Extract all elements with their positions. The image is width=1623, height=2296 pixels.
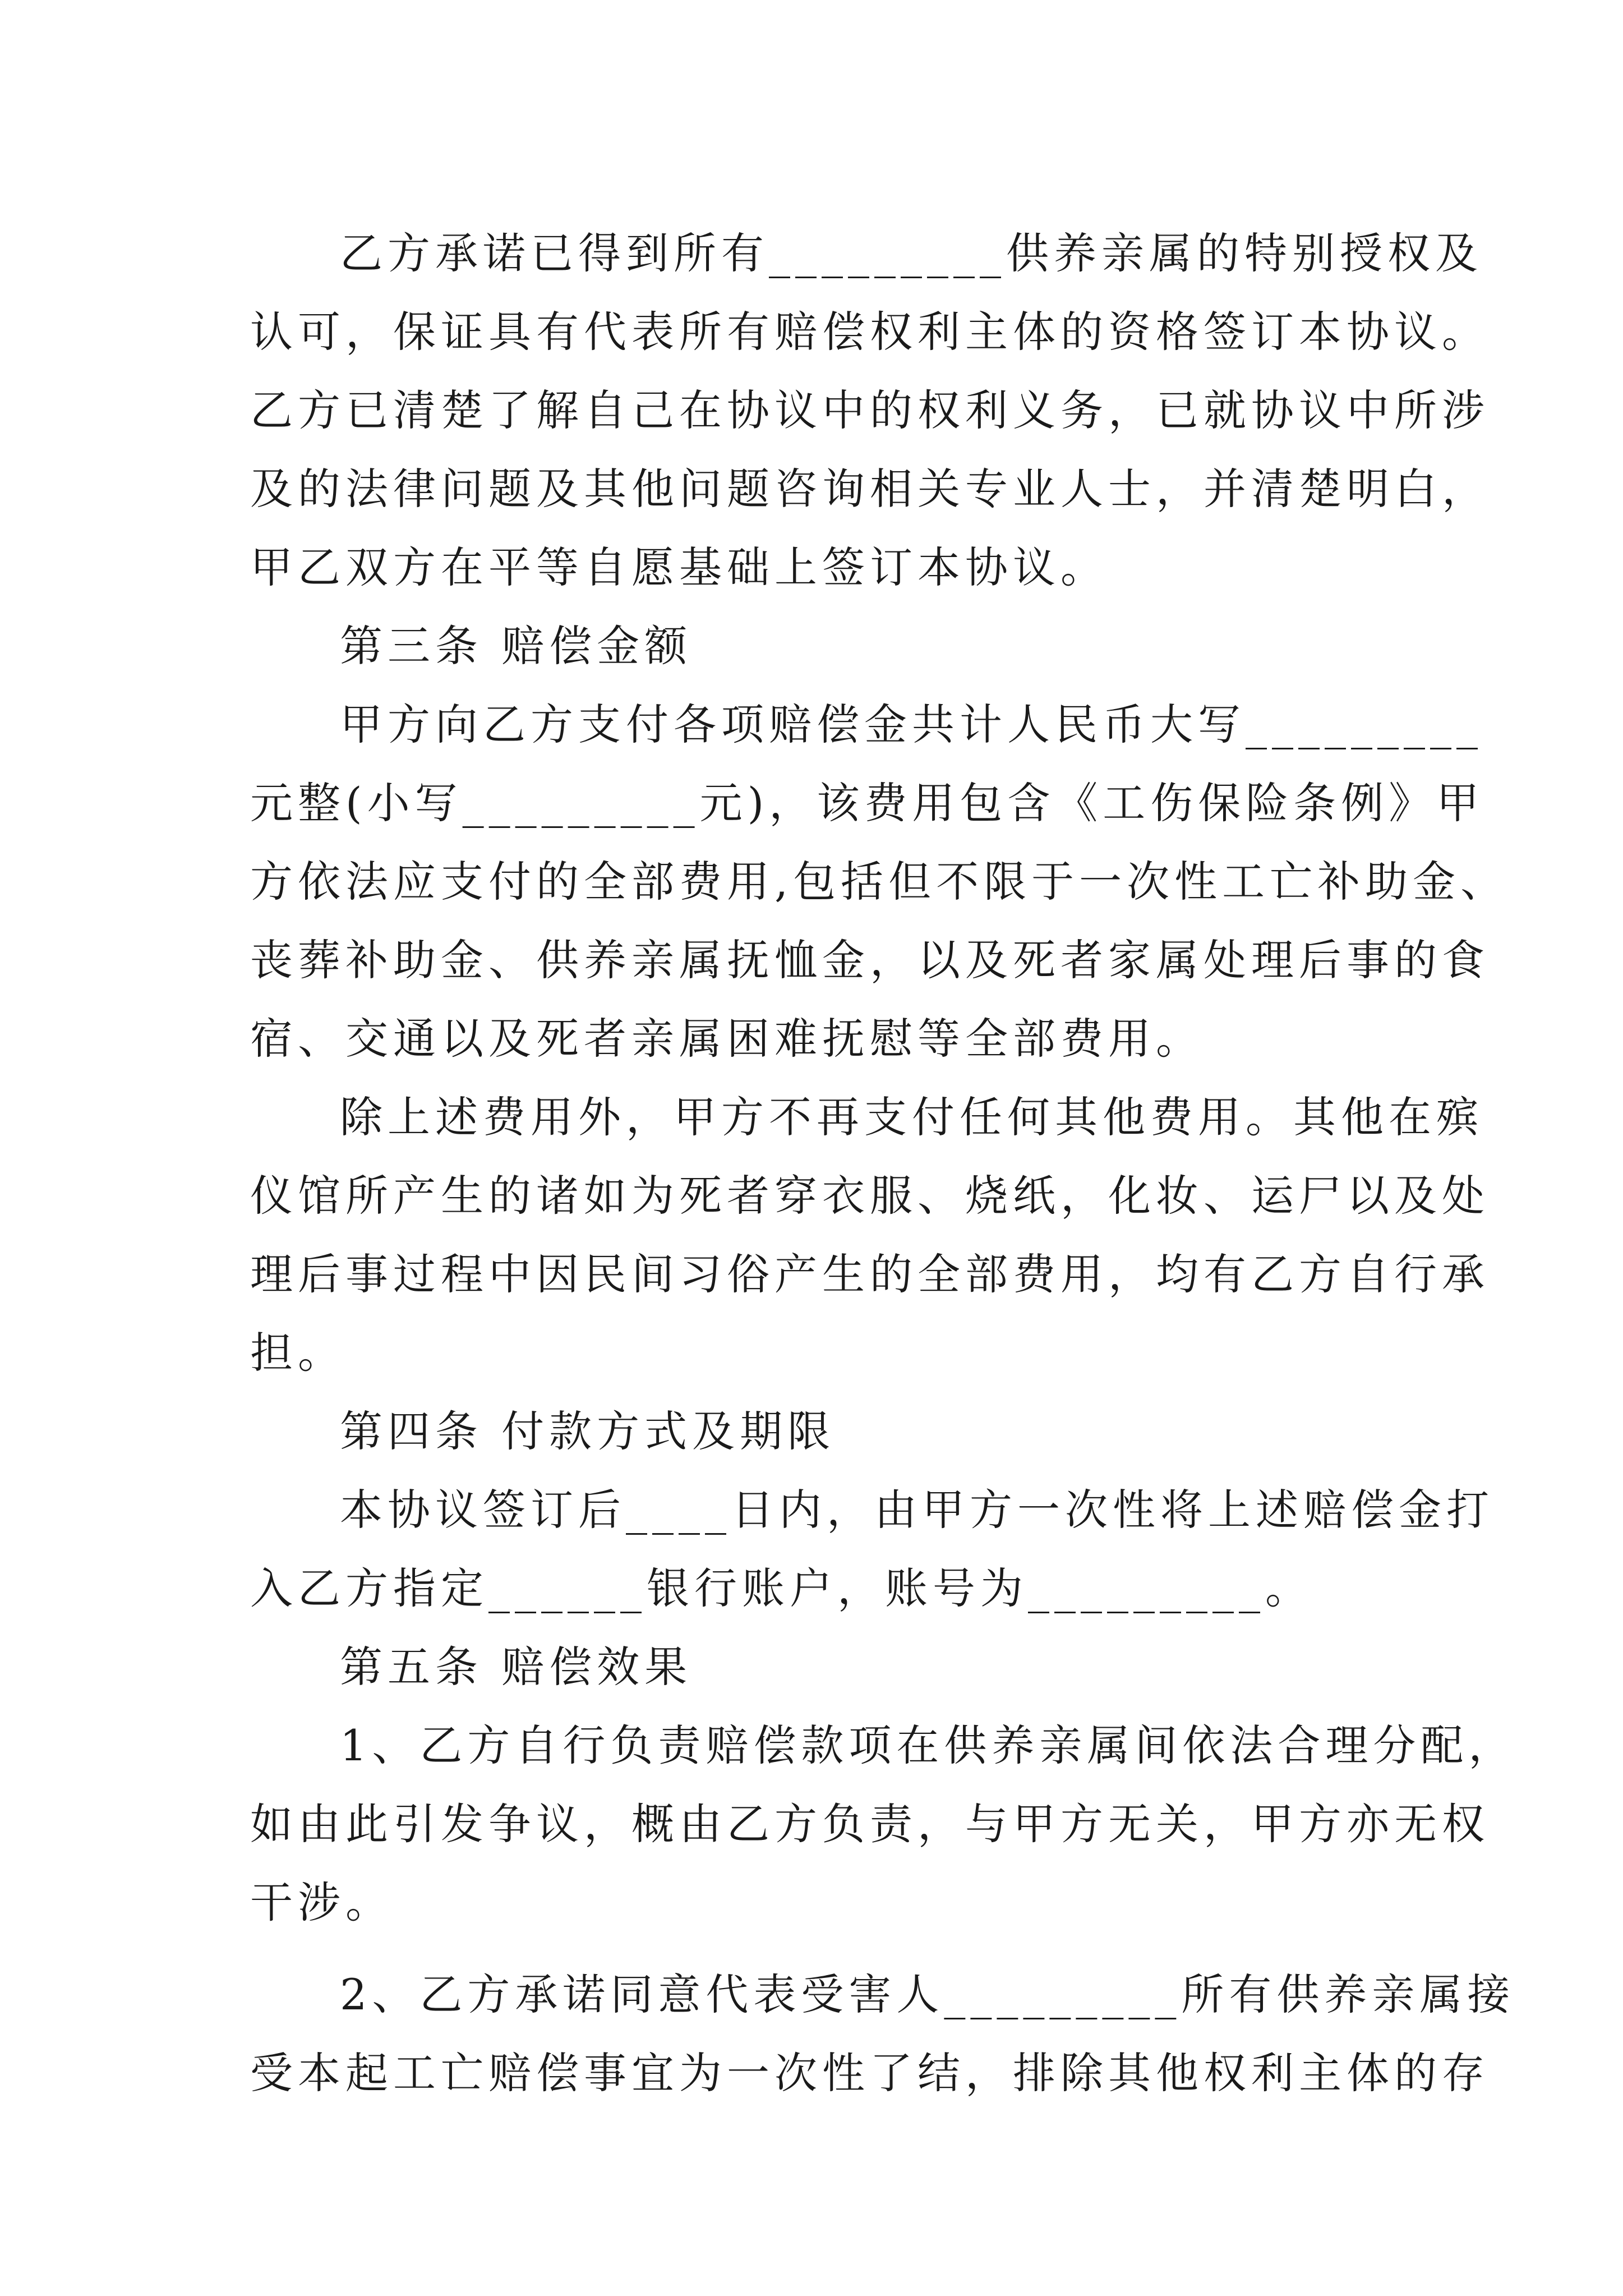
text-line: 干涉。 [250, 1878, 393, 1927]
text-line: 乙方已清楚了解自己在协议中的权利义务，已就协议中所涉 [250, 385, 1490, 435]
text-line: 认可，保证具有代表所有赔偿权利主体的资格签订本协议。 [250, 307, 1490, 357]
text-line: 理后事过程中因民间习俗产生的全部费用，均有乙方自行承 [250, 1249, 1490, 1299]
text-line: 第三条 赔偿金额 [340, 621, 693, 671]
text-line: 宿、交通以及死者亲属困难抚慰等全部费用。 [250, 1014, 1204, 1064]
document-body [250, 214, 1516, 2113]
text-line: 受本起工亡赔偿事宜为一次性了结，排除其他权利主体的存 [250, 2048, 1490, 2098]
text-line: 乙方承诺已得到所有_________供养亲属的特别授权及 [340, 228, 1483, 278]
text-line: 2、乙方承诺同意代表受害人_________所有供养亲属接 [340, 1970, 1515, 2019]
text-line: 仪馆所产生的诸如为死者穿衣服、烧纸，化妆、运尸以及处 [250, 1171, 1490, 1221]
text-line: 第四条 付款方式及期限 [340, 1406, 836, 1456]
text-line: 本协议签订后____日内，由甲方一次性将上述赔偿金打 [340, 1485, 1494, 1535]
text-line: 甲方向乙方支付各项赔偿金共计人民币大写_________ [340, 700, 1483, 749]
text-line: 丧葬补助金、供养亲属抚恤金，以及死者家属处理后事的食 [250, 935, 1490, 985]
text-line: 入乙方指定______银行账户，账号为_________。 [250, 1563, 1313, 1613]
text-line: 1、乙方自行负责赔偿款项在供养亲属间依法合理分配， [340, 1720, 1516, 1770]
text-line: 甲乙双方在平等自愿基础上签订本协议。 [250, 542, 1108, 592]
text-line: 担。 [250, 1328, 345, 1378]
text-line: 如由此引发争议，概由乙方负责，与甲方无关，甲方亦无权 [250, 1799, 1490, 1849]
text-line: 第五条 赔偿效果 [340, 1642, 693, 1692]
text-line: 除上述费用外，甲方不再支付任何其他费用。其他在殡 [340, 1092, 1484, 1142]
text-line: 及的法律问题及其他问题咨询相关专业人士，并清楚明白， [250, 464, 1490, 514]
text-line: 方依法应支付的全部费用,包括但不限于一次性工亡补助金、 [250, 857, 1509, 907]
text-line: 元整(小写_________元)，该费用包含《工伤保险条例》甲 [250, 778, 1484, 828]
